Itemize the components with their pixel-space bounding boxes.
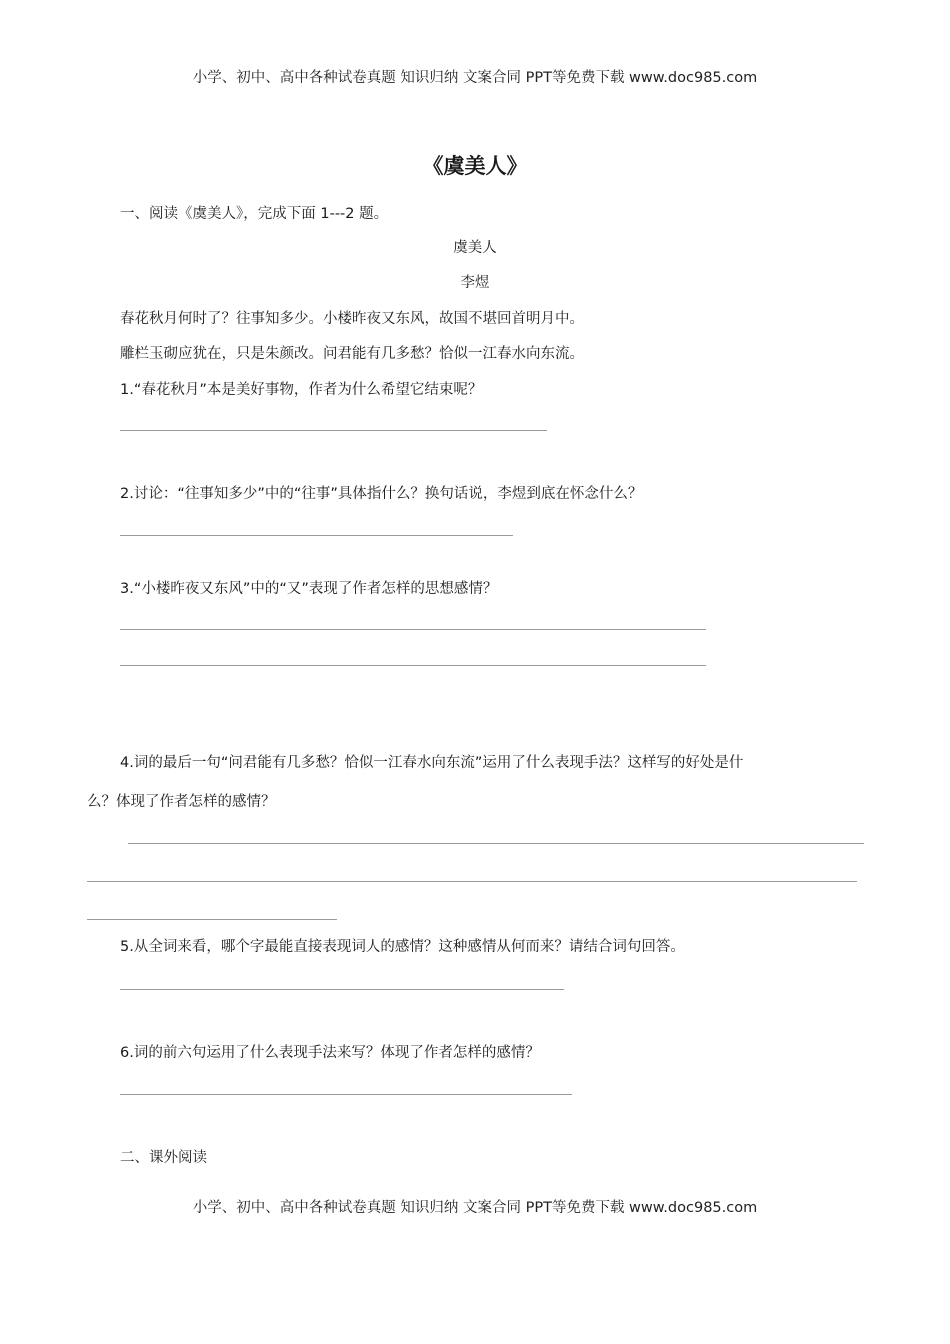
page-header: 小学、初中、高中各种试卷真题 知识归纳 文案合同 PPT等免费下载 www.doc985.com: [192, 70, 758, 86]
poem-author: 李煜: [460, 275, 490, 291]
answer-line[interactable]: [128, 843, 864, 844]
question-3: 3.“小楼昨夜又东风”中的“又”表现了作者怎样的思想感情？: [120, 581, 498, 597]
poem-title: 虞美人: [453, 240, 497, 256]
poem-line-2: 雕栏玉砌应犹在，只是朱颜改。问君能有几多愁？恰似一江春水向东流。: [120, 346, 584, 362]
answer-line[interactable]: [120, 430, 547, 431]
section-two-heading: 二、课外阅读: [120, 1150, 207, 1166]
document-title: 《虞美人》: [422, 154, 528, 178]
question-2: 2.讨论：“往事知多少”中的“往事”具体指什么？换句话说，李煜到底在怀念什么？: [120, 486, 643, 502]
poem-line-1: 春花秋月何时了？往事知多少。小楼昨夜又东风，故国不堪回首明月中。: [120, 311, 584, 327]
section-one-heading: 一、阅读《虞美人》，完成下面 1---2 题。: [120, 206, 389, 222]
answer-line[interactable]: [120, 629, 706, 630]
answer-line[interactable]: [87, 919, 337, 920]
page-footer: 小学、初中、高中各种试卷真题 知识归纳 文案合同 PPT等免费下载 www.doc985.com: [192, 1200, 758, 1216]
answer-line[interactable]: [120, 1094, 572, 1095]
question-1: 1.“春花秋月”本是美好事物，作者为什么希望它结束呢？: [120, 382, 483, 398]
answer-line[interactable]: [120, 535, 513, 536]
question-4-line-1: 4.词的最后一句“问君能有几多愁？恰似一江春水向东流”运用了什么表现手法？这样写的好处是什: [120, 755, 744, 771]
answer-line[interactable]: [87, 881, 857, 882]
question-4-line-2: 么？体现了作者怎样的感情？: [87, 794, 276, 810]
answer-line[interactable]: [120, 665, 706, 666]
answer-line[interactable]: [120, 989, 564, 990]
question-5: 5.从全词来看，哪个字最能直接表现词人的感情？这种感情从何而来？请结合词句回答。: [120, 939, 685, 955]
question-6: 6.词的前六句运用了什么表现手法来写？体现了作者怎样的感情？: [120, 1045, 540, 1061]
